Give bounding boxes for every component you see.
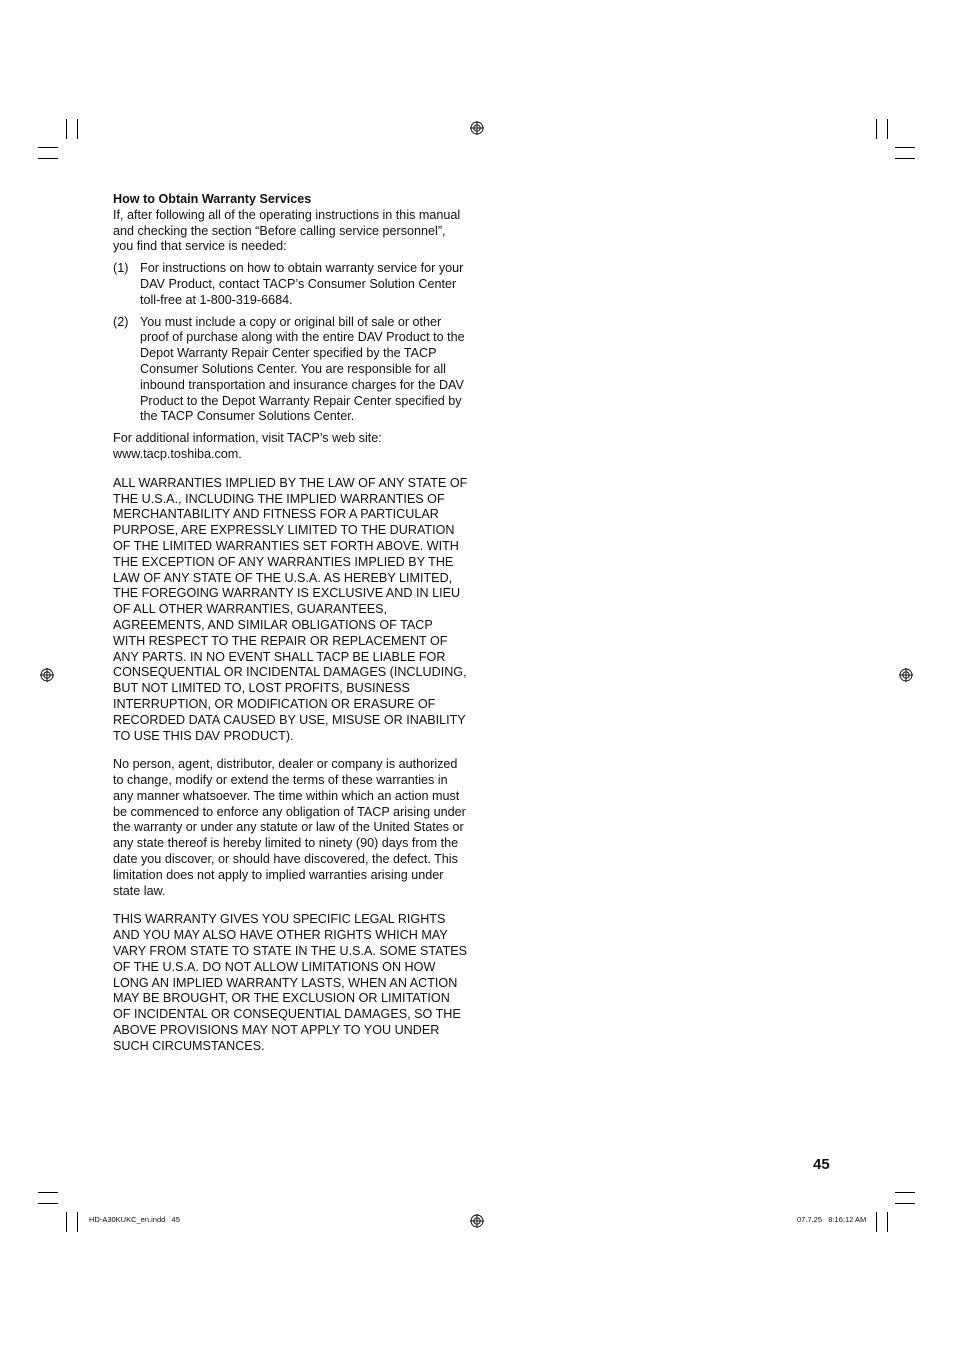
list-item-text: For instructions on how to obtain warranty service for your DAV Product, contact TACP’s Consumer Solution Center toll-free at 1-800-319-6684.: [140, 261, 464, 307]
legal-rights-paragraph: THIS WARRANTY GIVES YOU SPECIFIC LEGAL RIGHTS AND YOU MAY ALSO HAVE OTHER RIGHTS WHICH MAY VARY FROM STATE TO STATE IN THE U.S.A. SOME STATES OF THE U.S.A. DO NOT ALLOW LIMITATIONS ON HOW LONG AN IMPLIED WARRANTY LASTS, WHEN AN ACTION MAY BE BROUGHT, OR THE EXCLUSION OR LIMITATION OF INCIDENTAL OR CONSEQUENTIAL DAMAGES, SO THE ABOVE PROVISIONS MAY NOT APPLY TO YOU UNDER SUCH CIRCUMSTANCES.: [113, 912, 468, 1053]
registration-mark-icon: [470, 121, 484, 135]
intro-paragraph: If, after following all of the operating instructions in this manual and checking the section “Before calling service personnel”, you find that service is needed:: [113, 207, 461, 254]
list-item: [113, 261, 468, 308]
list-item-number: (2): [113, 314, 129, 329]
implied-warranties-paragraph: ALL WARRANTIES IMPLIED BY THE LAW OF ANY STATE OF THE U.S.A., INCLUDING THE IMPLIED WARRANTIES OF MERCHANTABILITY AND FITNESS FOR A PARTICULAR PURPOSE, ARE EXPRESSLY LIMITED TO THE DURATION OF THE LIMITED WARRANTIES SET FORTH ABOVE. WITH THE EXCEPTION OF ANY WARRANTIES IMPLIED BY THE LAW OF ANY STATE OF THE U.S.A. AS HEREBY LIMITED, THE FOREGOING WARRANTY IS EXCLUSIVE AND IN LIEU OF ALL OTHER WARRANTIES, GUARANTEES, AGREEMENTS, AND SIMILAR OBLIGATIONS OF TACP WITH RESPECT TO THE REPAIR OR REPLACEMENT OF ANY PARTS. IN NO EVENT SHALL TACP BE LIABLE FOR CONSEQUENTIAL OR INCIDENTAL DAMAGES (INCLUDING, BUT NOT LIMITED TO, LOST PROFITS, BUSINESS INTERRUPTION, OR MODIFICATION OR ERASURE OF RECORDED DATA CAUSED BY USE, MISUSE OR INABILITY TO USE THIS DAV PRODUCT).: [113, 475, 468, 743]
page-number: 45: [813, 1156, 830, 1173]
additional-info-paragraph: For additional information, visit TACP’s web site: www.tacp.toshiba.com.: [113, 431, 382, 461]
warranty-text-column: [113, 192, 468, 1055]
section-heading: How to Obtain Warranty Services: [113, 192, 312, 206]
list-item: [113, 315, 468, 426]
list-item-text: You must include a copy or original bill of sale or other proof of purchase along with the entire DAV Product to the Depot Warranty Repair Center specified by the TACP Consumer Solutions Center. You are responsible for all inbound transportation and insurance charges for the DAV Product to the Depot Warranty Repair Center specified by the TACP Consumer Solutions Center.: [140, 314, 465, 424]
list-item-number: (1): [113, 261, 129, 276]
registration-mark-icon: [899, 668, 913, 682]
registration-mark-icon: [40, 668, 54, 682]
slug-timestamp: 07.7.25 8:16:12 AM: [797, 1215, 867, 1224]
registration-mark-icon: [470, 1214, 484, 1228]
no-person-paragraph: No person, agent, distributor, dealer or company is authorized to change, modify or extend the terms of these warranties in any manner whatsoever. The time within which an action must be commenced to enforce any obligation of TACP arising under the warranty or under any statute or law of the United States or any state thereof is hereby limited to ninety (90) days from the date you discover, or should have discovered, the defect. This limitation does not apply to implied warranties arising under state law.: [113, 757, 466, 898]
slug-file-name: HD-A30KUKC_en.indd 45: [89, 1215, 180, 1224]
